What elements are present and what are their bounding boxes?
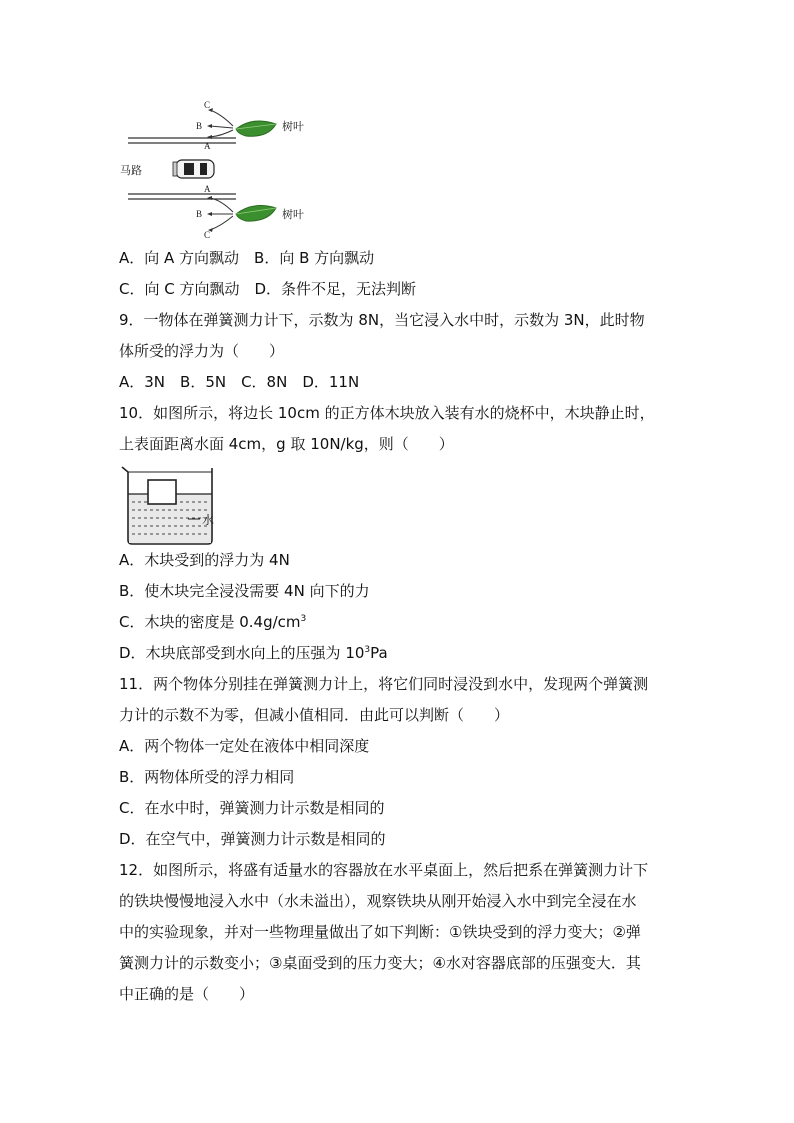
- beaker-figure: [118, 464, 228, 546]
- q10-option-c: [119, 612, 306, 632]
- q11-option-a: A．两个物体一定处在液体中相同深度: [119, 737, 370, 755]
- label-water: 水: [202, 513, 215, 527]
- q12-stem-line5: 中正确的是（ ）: [119, 985, 255, 1003]
- q10-stem-line1: 10．如图所示，将边长 10cm 的正方体木块放入装有水的烧杯中，木块静止时，: [119, 404, 655, 422]
- q11-stem-line1: 11．两个物体分别挂在弹簧测力计上，将它们同时浸没到水中，发现两个弹簧测: [119, 675, 649, 693]
- label-b-bottom: B: [196, 209, 203, 219]
- label-a-bottom: A: [204, 184, 211, 194]
- q12-stem-line2: 的铁块慢慢地浸入水中（水未溢出），观察铁块从刚开始浸入水中到完全浸在水: [119, 892, 637, 910]
- q11-option-d: D．在空气中，弹簧测力计示数是相同的: [119, 830, 386, 848]
- q10-option-d-sup: 3: [364, 645, 371, 655]
- q12-stem-line1: 12．如图所示，将盛有适量水的容器放在水平桌面上，然后把系在弹簧测力计下: [119, 861, 649, 879]
- q10-option-b: B．使木块完全浸没需要 4N 向下的力: [119, 582, 370, 600]
- q10-option-c-sup: 3: [300, 614, 307, 624]
- q12-stem-line4: 簧测力计的示数变小；③桌面受到的压力变大；④水对容器底部的压强变大．其: [119, 954, 641, 972]
- road-leaf-figure: [118, 96, 318, 240]
- q9-stem-line2: 体所受的浮力为（ ）: [119, 342, 285, 360]
- label-b-top: B: [196, 121, 203, 131]
- leaf-icon: [236, 121, 276, 136]
- label-leaf-bottom: 树叶: [282, 208, 304, 221]
- q9-options: A．3N B．5N C．8N D．11N: [119, 373, 360, 391]
- q8-options-line1: A．向 A 方向飘动 B．向 B 方向飘动: [119, 249, 375, 267]
- q12-stem-line3: 中的实验现象，并对一些物理量做出了如下判断：①铁块受到的浮力变大；②弹: [119, 923, 641, 941]
- q10-stem-line2: 上表面距离水面 4cm，g 取 10N/kg，则（ ）: [119, 435, 454, 453]
- label-a-top: A: [204, 141, 211, 151]
- q10-option-d-text: D．木块底部受到水向上的压强为 10: [119, 644, 365, 662]
- q11-option-c: C．在水中时，弹簧测力计示数是相同的: [119, 799, 385, 817]
- q11-option-b: B．两物体所受的浮力相同: [119, 768, 295, 786]
- q10-option-d: [119, 643, 388, 663]
- label-c-bottom: C: [204, 230, 211, 240]
- car-icon: [173, 160, 214, 178]
- leaf-icon: [236, 206, 276, 222]
- q8-options-line2: C．向 C 方向飘动 D．条件不足，无法判断: [119, 280, 417, 298]
- label-road: 马路: [120, 164, 142, 177]
- label-leaf-top: 树叶: [282, 120, 304, 133]
- label-c-top: C: [204, 100, 211, 110]
- q10-option-d-unit: Pa: [370, 644, 388, 662]
- q10-option-c-text: C．木块的密度是 0.4g/cm: [119, 613, 301, 631]
- q11-stem-line2: 力计的示数不为零，但减小值相同．由此可以判断（ ）: [119, 706, 510, 724]
- q10-option-a: A．木块受到的浮力为 4N: [119, 551, 290, 569]
- q9-stem-line1: 9．一物体在弹簧测力计下，示数为 8N，当它浸入水中时，示数为 3N，此时物: [119, 311, 645, 329]
